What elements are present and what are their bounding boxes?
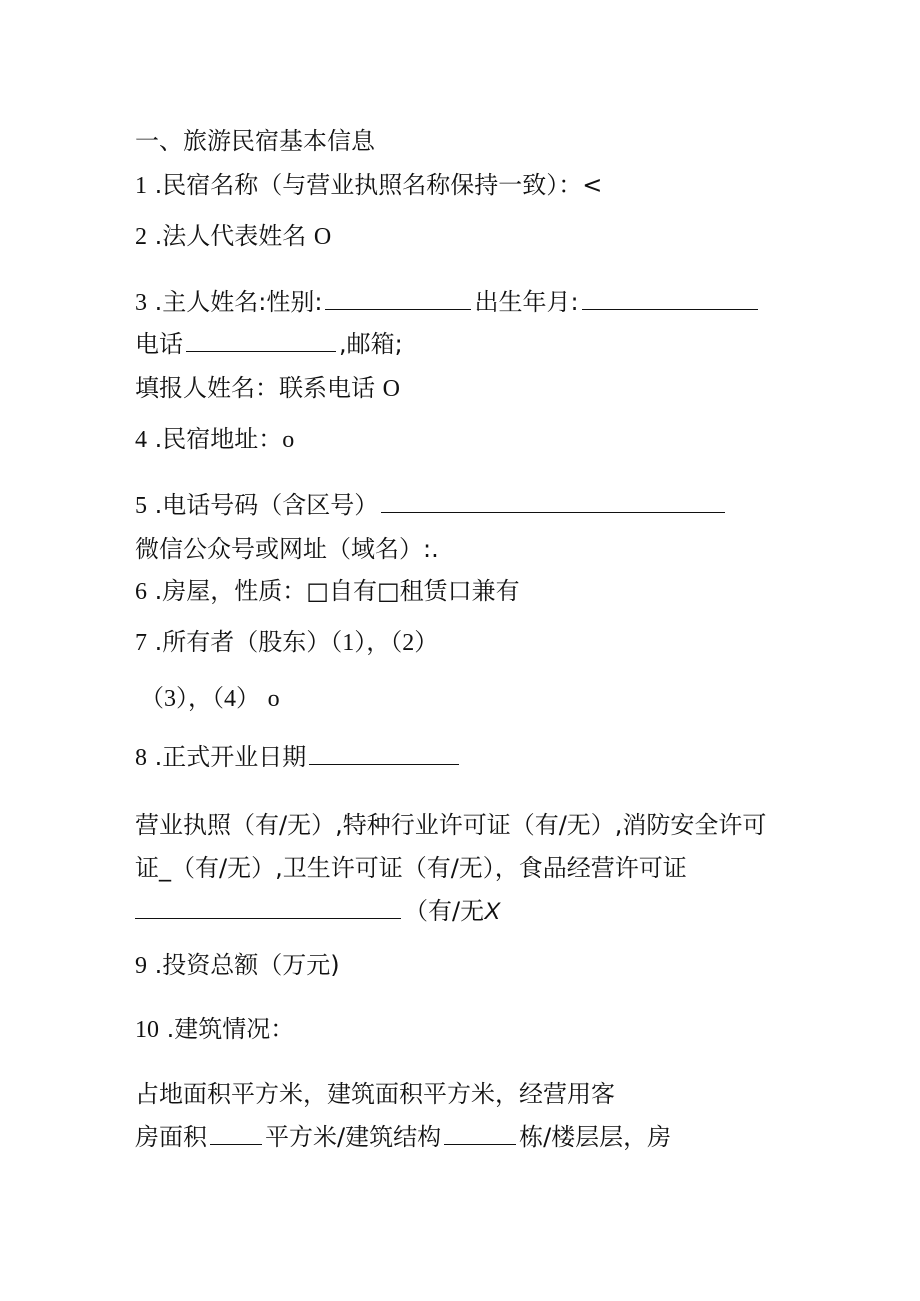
phone-blank[interactable] xyxy=(186,331,336,352)
licenses-line-1: 营业执照（有/无）,特种行业许可证（有/无）,消防安全许可 xyxy=(135,811,767,839)
food-license-blank[interactable] xyxy=(135,898,401,919)
item-3-filler-info: 填报人姓名：联系电话 O xyxy=(135,374,400,402)
item-8-opening-date: 8 .正式开业日期 xyxy=(135,742,462,773)
room-area-blank[interactable] xyxy=(210,1124,262,1145)
building-area-line-2: 房面积 平方米/建筑结构 栋/楼层层，房 xyxy=(135,1123,672,1151)
item-3-owner-info: 3 .主人姓名:性别: 出生年月: xyxy=(135,287,761,318)
item-2-legal-representative: 2 .法人代表姓名 O xyxy=(135,222,332,250)
building-area-line-1: 占地面积平方米，建筑面积平方米，经营用客 xyxy=(135,1080,615,1108)
item-7-owners-continued: （3），（4） o xyxy=(140,686,280,712)
item-4-address: 4 .民宿地址：o xyxy=(135,425,295,453)
item-1-homestay-name: 1 .民宿名称（与营业执照名称保持一致）：< xyxy=(135,171,603,199)
item-9-investment: 9 .投资总额（万元) xyxy=(135,951,340,979)
item-6-property-type: 6 .房屋，性质：□自有□租赁口兼有 xyxy=(135,577,520,605)
item-5-phone-number: 5 .电话号码（含区号） xyxy=(135,490,728,521)
licenses-line-3: （有/无X xyxy=(135,896,500,927)
structure-blank[interactable] xyxy=(444,1124,516,1145)
item-3-phone-email: 电话 ,邮箱; xyxy=(135,330,403,358)
area-phone-blank[interactable] xyxy=(381,492,725,513)
item-7-owners: 7 .所有者（股东）（1），（2） xyxy=(135,628,439,656)
item-5-wechat-website: 微信公众号或网址（域名）:. xyxy=(135,535,439,563)
item-10-building: 10 .建筑情况： xyxy=(135,1015,295,1043)
gender-blank[interactable] xyxy=(325,289,471,310)
birth-date-blank[interactable] xyxy=(582,289,758,310)
opening-date-blank[interactable] xyxy=(309,744,459,765)
licenses-line-2: 证_（有/无）,卫生许可证（有/无），食品经营许可证 xyxy=(135,854,687,882)
section-title: 一、旅游民宿基本信息 xyxy=(135,127,375,155)
